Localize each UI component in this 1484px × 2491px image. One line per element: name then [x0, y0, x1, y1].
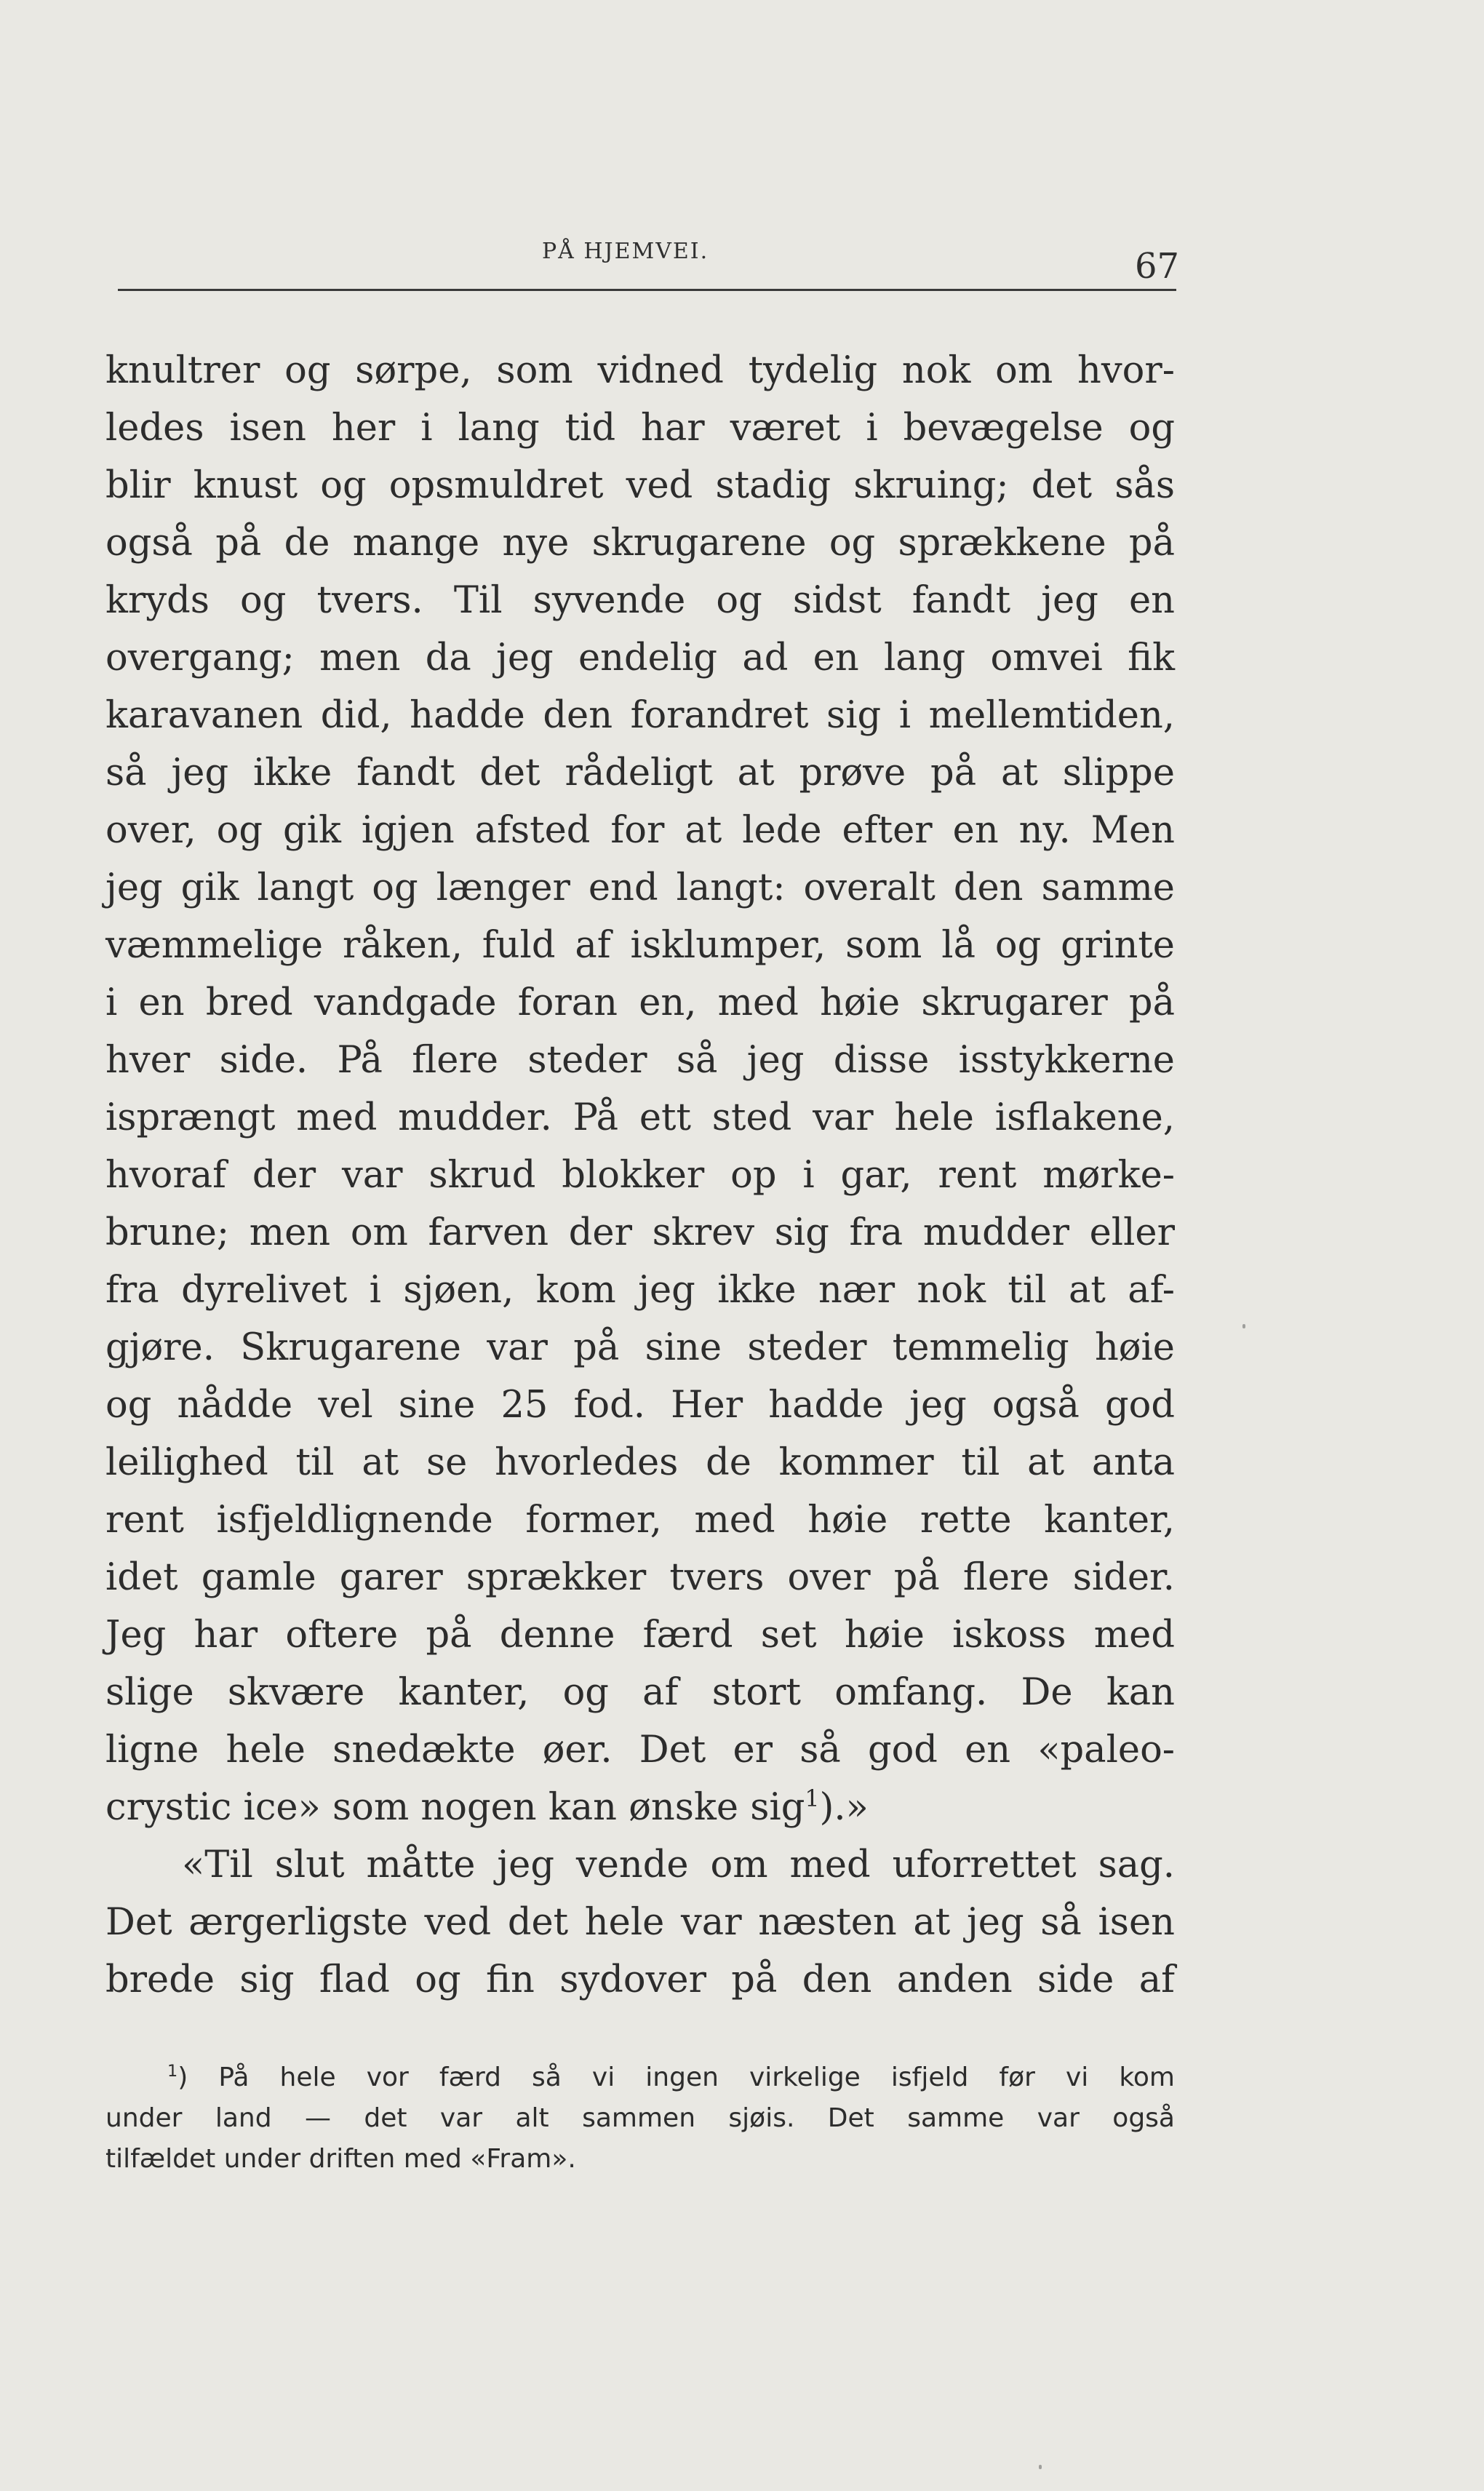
- footnote-marker: 1: [167, 2062, 178, 2081]
- body-line: blir knust og opsmuldret ved stadig skruing; det sås: [105, 464, 1175, 507]
- body-line-text: crystic ice» som nogen kan ønske sig: [105, 1786, 805, 1829]
- body-line: Jeg har oftere på denne færd set høie iskoss med: [105, 1614, 1175, 1657]
- body-line: isprængt med mudder. På ett sted var hele isflakene,: [105, 1096, 1175, 1139]
- header-rule: [118, 289, 1176, 291]
- body-line: brune; men om farven der skrev sig fra mudder eller: [105, 1211, 1175, 1254]
- body-text: [105, 342, 1175, 2009]
- running-title: PÅ HJEMVEI.: [542, 239, 709, 264]
- body-line: karavanen did, hadde den forandret sig i mellemtiden,: [105, 694, 1175, 737]
- body-line: overgang; men da jeg endelig ad en lang omvei fik: [105, 637, 1175, 679]
- footnote-reference-tail: ).»: [819, 1786, 869, 1829]
- body-line-with-footnote-ref: [105, 1779, 1175, 1836]
- body-line: ligne hele snedækte øer. Det er så god en «paleo-: [105, 1729, 1175, 1771]
- footnote-line: under land — det var alt sammen sjøis. Det samme var også: [105, 2103, 1175, 2133]
- footnote-marker-tail: ): [177, 2062, 188, 2092]
- body-line: gjøre. Skrugarene var på sine steder temmelig høie: [105, 1326, 1175, 1369]
- body-line: hver side. På flere steder så jeg disse isstykkerne: [105, 1039, 1175, 1082]
- body-line: ledes isen her i lang tid har været i bevægelse og: [105, 407, 1175, 450]
- paper-speck: [1039, 2465, 1042, 2469]
- body-line: og nådde vel sine 25 fod. Her hadde jeg også god: [105, 1384, 1175, 1427]
- body-line: også på de mange nye skrugarene og sprækkene på: [105, 522, 1175, 565]
- body-line: i en bred vandgade foran en, med høie skrugarer på: [105, 981, 1175, 1024]
- body-line: knultrer og sørpe, som vidned tydelig nok om hvor-: [105, 349, 1175, 392]
- body-line: hvoraf der var skrud blokker op i gar, rent mørke-: [105, 1154, 1175, 1197]
- footnote-reference: 1: [805, 1786, 820, 1812]
- footnote-line: [105, 2057, 1175, 2098]
- body-line: fra dyrelivet i sjøen, kom jeg ikke nær nok til at af-: [105, 1269, 1175, 1312]
- footnote: [105, 2057, 1175, 2180]
- body-line: idet gamle garer sprækker tvers over på flere sider.: [105, 1556, 1175, 1599]
- body-line: så jeg ikke fandt det rådeligt at prøve på at slippe: [105, 752, 1175, 794]
- page-number: 67: [1135, 246, 1180, 287]
- paper-speck: [1242, 1324, 1245, 1328]
- body-line: slige skvære kanter, og af stort omfang. De kan: [105, 1671, 1175, 1714]
- body-line: jeg gik langt og længer end langt: overalt den samme: [105, 866, 1175, 909]
- footnote-text: På hele vor færd så vi ingen virkelige isfjeld før vi kom: [218, 2062, 1175, 2092]
- body-line: Det ærgerligste ved det hele var næsten at jeg så isen: [105, 1901, 1175, 1944]
- body-line: kryds og tvers. Til syvende og sidst fandt jeg en: [105, 579, 1175, 622]
- body-line-paragraph-start: «Til slut måtte jeg vende om med uforrettet sag.: [182, 1844, 1175, 1886]
- body-line: leilighed til at se hvorledes de kommer til at anta: [105, 1441, 1175, 1484]
- body-line: væmmelige råken, fuld af isklumper, som lå og grinte: [105, 924, 1175, 967]
- footnote-line: tilfældet under driften med «Fram».: [105, 2144, 576, 2174]
- body-line: brede sig flad og fin sydover på den anden side af: [105, 1958, 1175, 2001]
- body-line: over, og gik igjen afsted for at lede efter en ny. Men: [105, 809, 1175, 852]
- body-line: rent isfjeldlignende former, med høie rette kanter,: [105, 1499, 1175, 1542]
